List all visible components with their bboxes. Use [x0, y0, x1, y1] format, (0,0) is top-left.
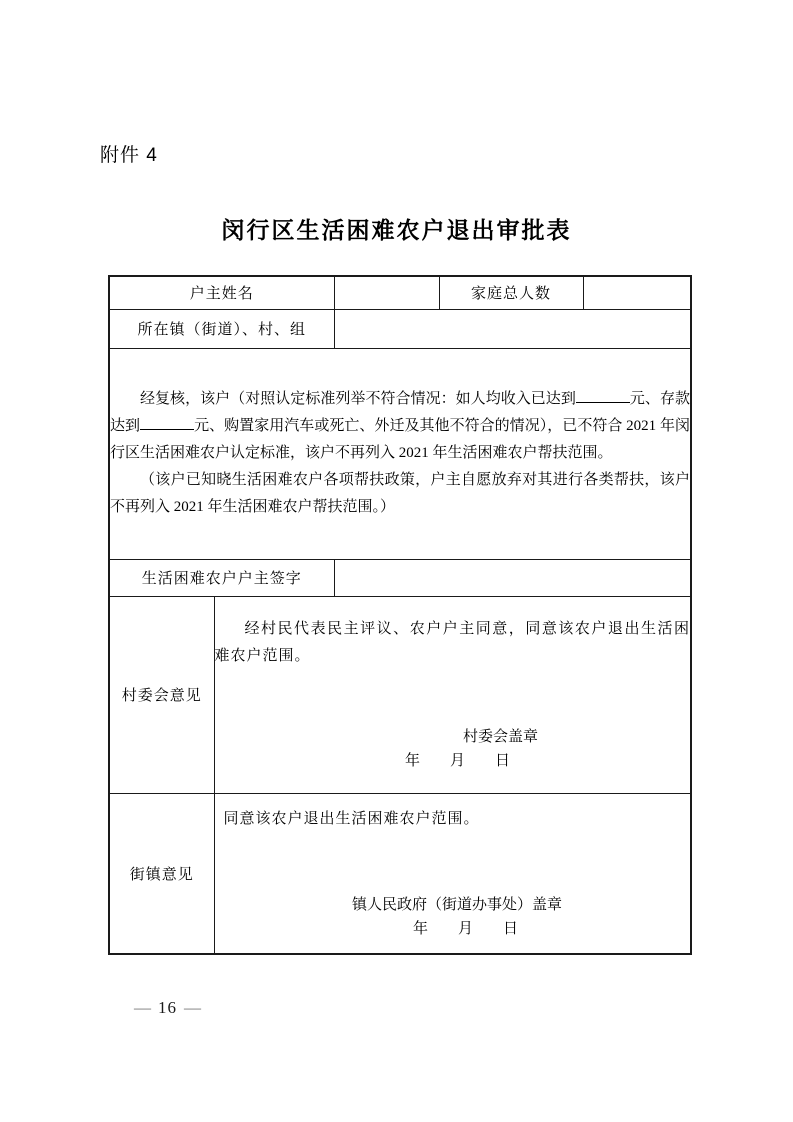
location-value-cell — [334, 309, 691, 348]
family-size-label: 家庭总人数 — [439, 276, 583, 309]
approval-form-table — [108, 275, 692, 955]
page-number-left-dash: — — [134, 998, 151, 1017]
head-signature-value-cell — [334, 559, 691, 596]
village-committee-opinion-label: 村委会意见 — [109, 596, 214, 793]
town-opinion-label: 街镇意见 — [109, 793, 214, 954]
location-label: 所在镇（街道）、村、组 — [109, 309, 334, 348]
village-stamp-block — [215, 725, 691, 773]
table-row — [109, 309, 691, 348]
review-p1-part1: 经复核，该户（对照认定标准列举不符合情况：如人均收入已达到 — [140, 391, 576, 407]
review-statement-cell — [109, 348, 691, 559]
table-row — [109, 348, 691, 559]
town-opinion-cell — [214, 793, 691, 954]
page-number-right-dash: — — [184, 998, 201, 1017]
page-title: 闵行区生活困难农户退出审批表 — [221, 218, 572, 243]
review-paragraph-1 — [110, 386, 690, 467]
town-stamp-block — [215, 893, 691, 941]
village-opinion-text: 经村民代表民主评议、农户户主同意，同意该农户退出生活困难农户范围。 — [214, 621, 691, 664]
head-signature-label: 生活困难农户户主签字 — [109, 559, 334, 596]
review-p1-part2: 元、存款达到 — [110, 391, 690, 434]
table-row — [109, 596, 691, 793]
village-date-line: 年 月 日 — [405, 753, 511, 769]
village-stamp-line: 村委会盖章 — [463, 729, 539, 745]
table-row — [109, 276, 691, 309]
town-date-line: 年 月 日 — [413, 920, 519, 937]
page-number — [127, 998, 208, 1018]
income-blank-line — [576, 388, 630, 403]
review-paragraph-2: （该户已知晓生活困难农户各项帮扶政策，户主自愿放弃对其进行各类帮扶，该户不再列入 2021 年生活困难农户帮扶范围。） — [110, 472, 691, 515]
table-row — [109, 559, 691, 596]
household-head-value-cell — [334, 276, 439, 309]
savings-blank-line — [140, 415, 194, 430]
town-stamp-line: 镇人民政府（街道办事处）盖章 — [352, 896, 563, 913]
town-opinion-text: 同意该农户退出生活困难农户范围。 — [223, 810, 480, 827]
household-head-label: 户主姓名 — [109, 276, 334, 309]
table-row — [109, 793, 691, 954]
review-p1-part3: 元、购置家用汽车或死亡、外迁及其他不符合的情况），已不符合 2021 年闵行区生活困难农户认定标准，该户不再列入 2021 年生活困难农户帮扶范围。 — [110, 418, 690, 461]
page-number-value: 16 — [158, 998, 177, 1017]
village-committee-opinion-cell — [214, 596, 691, 793]
attachment-label: 附件 4 — [100, 145, 158, 166]
family-size-value-cell — [583, 276, 691, 309]
